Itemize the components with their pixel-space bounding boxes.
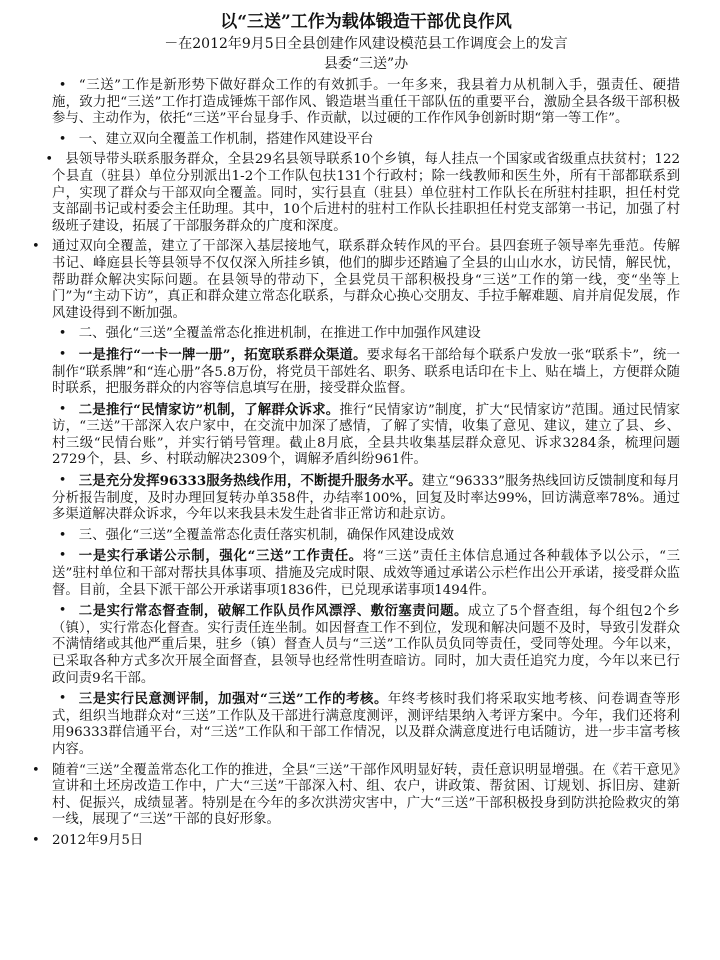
paragraph-body: 随着“三送”全覆盖常态化工作的推进，全县“三送”干部作风明显好转，责任意识明显增强。在《若干意见》宣讲和土坯房改造工作中，广大“三送”干部深入村、组、农户，讲政策、帮贫困、订规划、拆旧房、建新村、促振兴，成绩显著。特别是在今年的多次洪涝灾害中，广大“三送”干部积极投身到防洪抢险救灾的第一线，展现了“三送”干部的良好形象。 (52, 762, 680, 828)
paragraph (52, 691, 680, 758)
paragraph-conclusion (52, 763, 680, 829)
paragraph-lead: 三是充分发挥96333服务热线作用，不断提升服务水平。 (78, 473, 422, 490)
paragraph-body: 二、强化“三送”全覆盖常态化推进机制，在推进工作中加强作风建设 (78, 326, 481, 342)
paragraph (52, 239, 680, 322)
paragraph (52, 152, 680, 235)
paragraph-body: 将“三送”责任主体信息通过各种载体予以公示，“三送”驻村单位和干部对帮扶具体事项、措施及完成时限、成效等通过承诺公示栏作出公开承诺，接受群众监督。目前，全县下派干部公开承诺事项1836件，已兑现承诺事项1494件。 (52, 549, 680, 598)
paragraph-body: “三送”工作是新形势下做好群众工作的有效抓手。一年多来，我县着力从机制入手，强责任、硬措施，致力把“三送”工作打造成锤炼干部作风、锻造堪当重任干部队伍的重要平台，激励全县各级干部积极参与、主动作为，依托“三送”平台显身手、作贡献，以过硬的工作作风争创新时期“第一等工作”。 (52, 78, 680, 127)
paragraph-body: 要求每名干部给每个联系户发放一张“联系卡”，统一制作“联系牌”和“连心册”各5.8万份，将党员干部姓名、职务、联系电话印在卡上、贴在墙上，方便群众随时联系，把服务群众的内容等信息填写在册，接受群众监督。 (52, 347, 680, 397)
paragraph-body: 年终考核时我们将采取实地考核、问卷调查等形式，组织当地群众对“三送”工作队及干部进行满意度测评，测评结果纳入考评方案中。今年，我们还将利用96333群信通平台，对“三送”工作队和干部工作情况，以及群众满意度进行电话随访，进一步丰富考核内容。 (52, 692, 681, 757)
paragraph-lead: 二是推行“民情家访”机制，了解群众诉求。 (78, 401, 340, 418)
paragraph-intro (52, 78, 680, 128)
paragraph-lead: 二是实行常态督查制，破解工作队员作风漂浮、敷衍塞责问题。 (78, 603, 468, 620)
document-date (52, 833, 680, 850)
document-subtitle: －在2012年9月5日全县创建作风建设模范县工作调度会上的发言 (164, 36, 568, 52)
paragraph-body: 建立“96333”服务热线回访反馈制度和每月分析报告制度，及时办理回复转办单358件，办结率100%，回复及时率达99%，回访满意率78%。通过多渠道解决群众诉求，今年以来我县未发生赴省非正常访和赴京访。 (52, 474, 680, 523)
document-title: 以“三送”工作为载体锻造干部优良作风 (220, 12, 512, 32)
section-heading-2 (52, 326, 680, 343)
paragraph-body: 通过双向全覆盖，建立了干部深入基层接地气，联系群众转作风的平台。县四套班子领导率先垂范。传解书记、峰庭县长等县领导不仅仅深入所挂乡镇，他们的脚步还踏遍了全县的山山水水，访民情，解民忧，帮助群众解决实际问题。在县领导的带动下，全县党员干部积极投身“三送”工作的第一线，变“坐等上门”为“主动下访”，真正和群众建立常态化联系，与群众心换心交朋友、手拉手解难题、肩并肩促发展，作风建设得到不断加强。 (52, 239, 680, 321)
paragraph-body: 一、建立双向全覆盖工作机制，搭建作风建设平台 (78, 131, 374, 147)
paragraph-body: 成立了5个督查组，每个组包2个乡（镇），实行常态化督查。实行责任连坐制。如因督查工作不到位，发现和解决问题不及时，导致引发群众不满情绪或其他严重后果，驻乡（镇）督查人员与“三送”工作队员负同等责任，受同等处理。今年以来，已采取各种方式多次开展全面督查，县领导也经常性明查暗访。同时，加大责任追究力度，今年以来已行政问责9名干部。 (52, 604, 681, 686)
paragraph (52, 347, 680, 398)
paragraph (52, 473, 680, 524)
paragraph-body: 三、强化“三送”全覆盖常态化责任落实机制，确保作风建设成效 (78, 527, 455, 543)
paragraph (52, 402, 680, 469)
section-heading-1 (52, 132, 680, 149)
date-text: 2012年9月5日 (52, 832, 144, 848)
paragraph-body: 县领导带头联系服务群众，全县29名县领导联系10个乡镇，每人挂点一个国家或省级重点扶贫村；122个县直（驻县）单位分别派出1-2个工作队包扶131个行政村；除一线教师和医生外，所有干部都联系到户，实现了群众与干部双向全覆盖。同时，实行县直（驻县）单位驻村工作队长在所驻村挂职，担任村党支部副书记或村委会主任助理。其中，10个后进村的驻村工作队长挂职担任村党支部第一书记，加强了村级班子建设，拓展了干部服务群众的广度和深度。 (52, 152, 680, 234)
paragraph-lead: 三是实行民意测评制，加强对“三送”工作的考核。 (78, 691, 388, 708)
paragraph-list (52, 78, 680, 850)
paragraph-lead: 一是推行“一卡一牌一册”，拓宽联系群众渠道。 (78, 346, 367, 363)
paragraph-lead: 一是实行承诺公示制，强化“三送”工作责任。 (78, 548, 363, 565)
paragraph (52, 603, 680, 687)
paragraph (52, 548, 680, 599)
section-heading-3 (52, 528, 680, 545)
document-author: 县委“三送”办 (323, 56, 409, 72)
paragraph-body: 推行“民情家访”制度，扩大“民情家访”范围。通过民情家访，“三送”干部深入农户家中，在交流中加深了感情，了解了实情，收集了意见、建议，建立了县、乡、村三级“民情台账”，并实行销号管理。截止8月底，全县共收集基层群众意见、诉求3284条，梳理问题2729个，县、乡、村联动解决2309个，调解矛盾纠纷961件。 (52, 402, 681, 468)
